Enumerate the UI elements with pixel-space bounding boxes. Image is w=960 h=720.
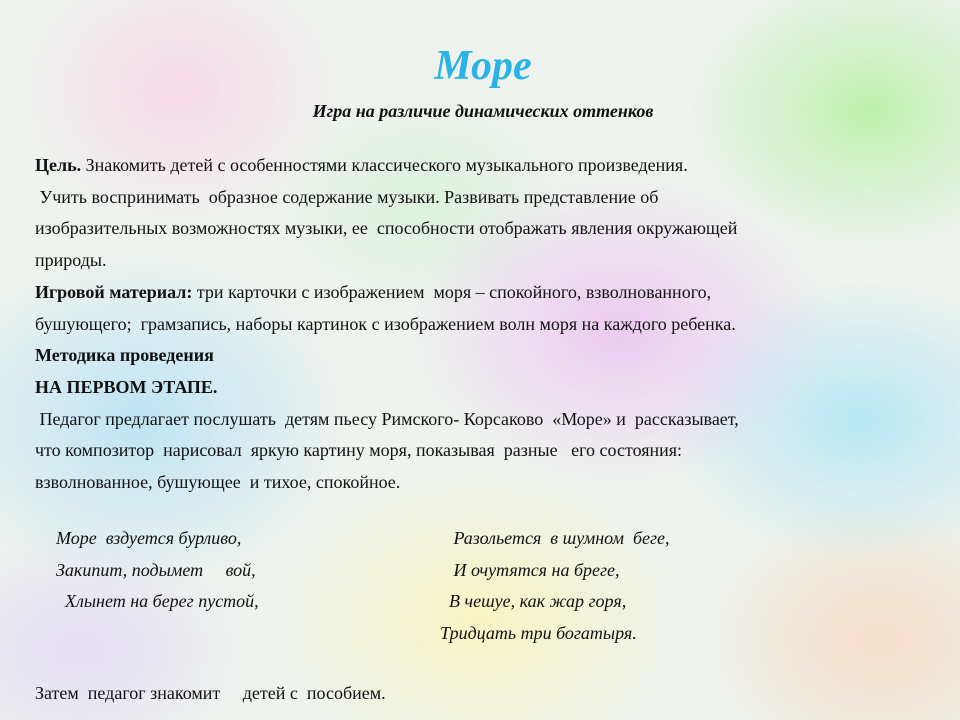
slide-body xyxy=(35,150,935,499)
goal-line: Учить воспринимать образное содержание музыки. Развивать представление об xyxy=(35,186,659,207)
material-line: бушующего; грамзапись, наборы картинок с изображением волн моря на каждого ребенка. xyxy=(35,313,736,334)
poem-line: Тридцать три богатыря. xyxy=(440,622,637,643)
goal-text: Знакомить детей с особенностями классического музыкального произведения. xyxy=(81,155,688,175)
poem-line: Разольется в шумном беге, xyxy=(440,528,670,548)
method-heading: Методика проведения xyxy=(35,345,214,366)
poem-line: В чешуе, как жар горя, xyxy=(440,591,627,611)
slide-subtitle: Игра на различие динамических оттенков xyxy=(312,101,654,121)
goal-line: изобразительных возможностях музыки, ее способности отображать явления окружающей xyxy=(35,218,738,239)
stage-line: Педагог предлагает послушать детям пьесу Римского- Корсаково «Море» и рассказывает, xyxy=(35,408,739,429)
stage-line: что композитор нарисовал яркую картину моря, показывая разные его состояния: xyxy=(35,440,683,461)
poem-line: Закипит, подымет вой, xyxy=(56,559,256,580)
poem-line: Хлынет на берег пустой, xyxy=(56,591,259,611)
stage-line: взволнованное, бушующее и тихое, спокойное. xyxy=(35,472,401,493)
poem-left-column xyxy=(56,523,259,618)
stage-heading: НА ПЕРВОМ ЭТАПЕ. xyxy=(35,376,218,397)
goal-line xyxy=(35,150,935,182)
material-label: Игровой материал: xyxy=(35,281,193,302)
material-line xyxy=(35,277,935,309)
poem-right-column xyxy=(440,523,670,649)
material-text: три карточки с изображением моря – спокойного, взволнованного, xyxy=(192,281,712,302)
poem-line: Море вздуется бурливо, xyxy=(56,528,242,548)
goal-label: Цель. xyxy=(35,155,82,175)
footer-text: Затем педагог знакомит детей с пособием. xyxy=(35,683,386,703)
slide-title: Море xyxy=(434,43,532,89)
poem-line: И очутятся на бреге, xyxy=(440,559,620,580)
goal-line: природы. xyxy=(35,250,107,271)
